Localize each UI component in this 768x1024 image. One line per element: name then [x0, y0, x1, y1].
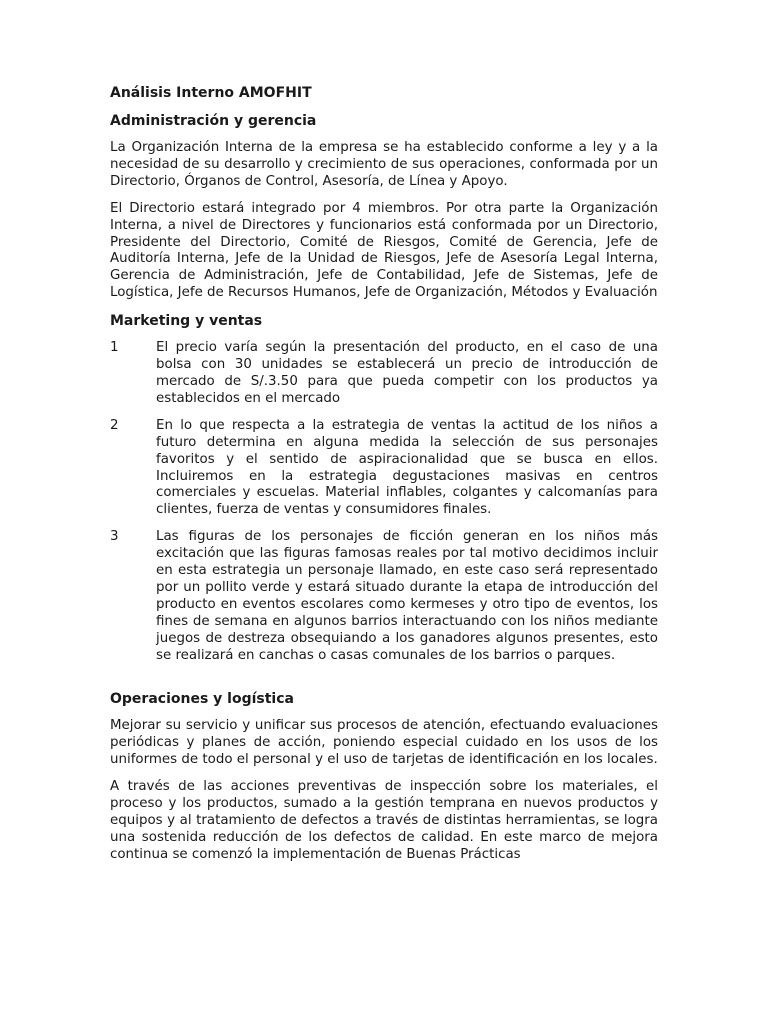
marketing-list-item [110, 340, 658, 408]
list-item-number: 3 [110, 529, 119, 545]
section-spacer [110, 674, 658, 690]
section-heading-admin: Administración y gerencia [110, 113, 317, 129]
list-item-text: En lo que respecta a la estrategia de ventas la actitud de los niños a futuro determina en alguna medida la selección de sus personajes favoritos y el sentido de aspiracionalidad que se busca en ellos. Incluiremos en la estrategia degustaciones masivas en centros comerciales y escuelas. Material inflables, colgantes y calcomanías para clientes, fuerza de ventas y consumidores finales. [156, 417, 658, 518]
marketing-list-item [110, 529, 658, 664]
admin-paragraph-1: La Organización Interna de la empresa se ha establecido conforme a ley y a la necesidad de su desarrollo y crecimiento de sus operaciones, conformada por un Directorio, Órganos de Control, Asesoría, de Línea y Apoyo. [110, 140, 658, 189]
section-heading-operations: Operaciones y logística [110, 691, 294, 708]
section-heading-marketing: Marketing y ventas [110, 313, 263, 330]
operations-paragraph-2: A través de las acciones preventivas de inspección sobre los materiales, el proceso y los productos, sumado a la gestión temprana en nuevos productos y equipos y al tratamiento de defectos a través de distintas herramientas, se logra una sostenida reducción de los defectos de calidad. En este marco de mejora continua se comenzó la implementación de Buenas Prácticas [110, 779, 658, 862]
admin-paragraph-2: El Directorio estará integrado por 4 miembros. Por otra parte la Organización Interna, a nivel de Directores y funcionarios está conformada por un Directorio, Presidente del Directorio, Comité de Riesgos, Comité de Gerencia, Jefe de Auditoría Interna, Jefe de la Unidad de Riesgos, Jefe de Asesoría Legal Interna, Gerencia de Administración, Jefe de Contabilidad, Jefe de Sistemas, Jefe de Logística, Jefe de Recursos Humanos, Jefe de Organización, Métodos y Evaluación [110, 200, 658, 301]
list-item-text: El precio varía según la presentación del producto, en el caso de una bolsa con 30 unidades se establecerá un precio de introducción de mercado de S/.3.50 para que pueda competir con los productos ya establecidos en el mercado [156, 340, 658, 406]
document-page [110, 84, 658, 874]
operations-paragraph-1: Mejorar su servicio y unificar sus procesos de atención, efectuando evaluaciones periódicas y planes de acción, poniendo especial cuidado en los usos de los uniformes de todo el personal y el uso de tarjetas de identificación en los locales. [110, 718, 658, 768]
list-item-text: Las figuras de los personajes de ficción generan en los niños más excitación que las figuras famosas reales por tal motivo decidimos incluir en esta estrategia un personaje llamado, en este caso será representado por un pollito verde y estará situado durante la etapa de introducción del producto en eventos escolares como kermeses y otro tipo de eventos, los fines de semana en algunos barrios interactuando con los niños mediante juegos de destreza obsequiando a los ganadores algunos presentes, esto se realizará en canchas o casas comunales de los barrios o parques. [156, 529, 658, 663]
list-item-number: 1 [110, 340, 119, 356]
list-item-number: 2 [110, 417, 119, 433]
marketing-list-item [110, 418, 658, 519]
document-title: Análisis Interno AMOFHIT [110, 85, 312, 101]
